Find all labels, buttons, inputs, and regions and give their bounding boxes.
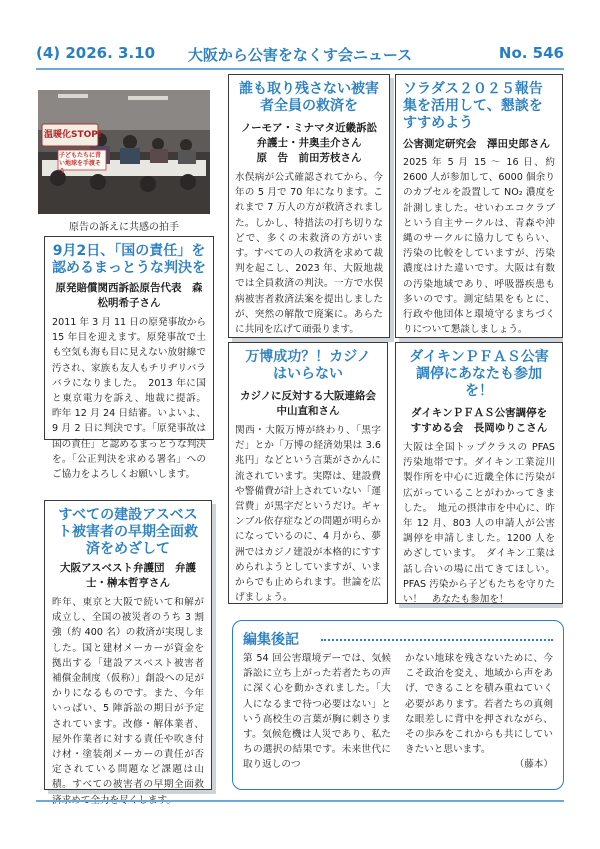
article-asbestos-byline: 大阪アスベスト弁護団 弁護士・榊本哲亨さん bbox=[59, 562, 197, 589]
article-minamata-body: 水俣病が公式確認されてから、今年の 5 月で 70 年になります。これまで 7 万人の方が救済されました。しかし、特措法の打ち切りなどで、多くの未救済の方がいます。すべての人の救済を求めて裁判を起こし、2023 年、大阪地裁では全員救済の判決。一方で水俣病被害者救済法案を提出しましたが、突然の解散で廃案に。あらたに共同を広げて頑張ります。 bbox=[235, 172, 383, 336]
article-soradasu-body: 2025 年 5 月 15 ～ 16 日、約 2600 人が参加して、6000 個余りのカプセルを設置して NO₂ 濃度を計測しました。せいわエコクラブという自主サークルは、青森や沖縄のサークルに協力してもらい、汚染の比較をしていますが、汚染濃度はけた違いです。大阪は有数の汚染地域であり、呼吸器疾患も多いのです。測定結果をもとに、行政や他団体と環境守るまちづくりについて懇談しましょう。 bbox=[403, 157, 555, 336]
article-fukushima-byline: 原発賠償関西訴訟原告代表 森松明希子さん bbox=[55, 282, 203, 309]
footer-rule bbox=[36, 800, 564, 802]
article-fukushima-body: 2011 年 3 月 11 日の原発事故から 15 年目を迎えます。原発事故で土も空気も海も目に見えない放射線で汚され、家族も友人もチリヂリバラバラになりました。 2013 年に国と東京電力を訴え、地裁に提訴。昨年 12 月 24 日結審。いよいよ、9 月 2 日に判決です。「原発事故は国の責任」と認めるまっとうな判決を。「公正判決を求める署名」へのご協力をよろしくお願いします。 bbox=[52, 317, 206, 481]
article-casino-byline-1: カジノに反対する大阪連絡会 bbox=[239, 390, 377, 402]
header-rule bbox=[36, 68, 564, 70]
newsletter-title: 大阪から公害をなくす会ニュース bbox=[187, 46, 413, 64]
editorial-box bbox=[232, 620, 564, 790]
editorial-column-2 bbox=[405, 651, 553, 773]
article-asbestos bbox=[44, 500, 212, 790]
article-casino-byline-2: 中山直和さん bbox=[276, 405, 340, 417]
issue-date: (4) 2026. 3.10 bbox=[36, 44, 156, 62]
article-minamata-byline-2: 弁護士・井奥圭介さん bbox=[256, 137, 362, 149]
article-soradasu-byline: 公害測定研究会 澤田史郎さん bbox=[403, 138, 550, 150]
article-minamata-byline-3: 原 告 前田芳枝さん bbox=[256, 152, 362, 164]
article-asbestos-title: すべての建設アスベスト被害者の早期全面救済をめざして bbox=[58, 507, 198, 557]
article-casino bbox=[228, 342, 388, 604]
article-fukushima bbox=[44, 236, 214, 481]
banner-text: 温暖化STOP! bbox=[44, 130, 102, 140]
editorial-signature: （藤本） bbox=[514, 759, 553, 771]
editorial-dotted-rule bbox=[321, 639, 553, 641]
article-pfas-body: 大阪は全国トップクラスの PFAS 汚染地帯です。ダイキン工業淀川製作所を中心に近畿全体に汚染が広がっていることがわかってきました。 地元の摂津市を中心に、昨年 12 月、803 人の申請人が公害調停を申請しました。1200 人をめざしています。 ダイキン工業は話し合いの場に出てきてほしい。PFAS 汚染から子どもたちを守りたい！ あなたも参加を！ bbox=[403, 442, 555, 606]
article-pfas-byline-1: ダイキンＰＦＡＳ公害調停を bbox=[410, 407, 548, 419]
article-fukushima-title: 9月2日、「国の責任」を認めるまっとうな判決を bbox=[52, 243, 206, 276]
editorial-column-1: 第 54 回公害環境デーでは、気候訴訟に立ち上がった若者たちの声に深く心を動かされました。「大人になるまで待つ必要はない」という高校生の言葉が胸に刺さります。気候危機は人災であり、私たちの選択の結果です。未来世代に取り返しのつ bbox=[243, 653, 391, 771]
editorial-title: 編集後記 bbox=[243, 629, 303, 649]
article-casino-body: 関西・大阪万博が終わり、「黒字だ」とか「万博の経済効果は 3.6 兆円」などという言葉がさかんに流されています。実際は、建設費や警備費が計上されていない「運営費」が黒字だというだけ。ギャンブル依存症などの問題が明らかになっているのに、4 月から、夢洲ではカジノ建設が本格的にすすめられようとしていますが、いまからでも止められます。世論を広げましょう。 bbox=[235, 425, 381, 604]
article-minamata bbox=[228, 74, 390, 338]
article-asbestos-body: 昨年、東京と大阪で続いて和解が成立し、全国の被災者のうち 3 割強（約 400 名）の救済が実現しました。国と建材メーカーが資金を拠出する「建設アスベスト被害者補償金制度（仮称）」創設への足がかりになるものです。また、今年いっぱい、5 陣訴訟の期日が予定されています。改修・解体業者、屋外作業者に対する責任や吹き付け材・塗装剤メーカーの責任が否定されている問題など課題は山積。すべての被害者の早期全面救 bbox=[52, 597, 204, 791]
editorial-columns bbox=[243, 651, 553, 773]
article-soradasu bbox=[395, 74, 563, 338]
article-soradasu-title: ソラダス２０２５報告集を活用して、懇談をすすめよう bbox=[403, 81, 543, 131]
editorial-header bbox=[243, 629, 553, 649]
issue-number: No. 546 bbox=[498, 44, 564, 62]
article-pfas-byline-2: すすめる会 長岡ゆりこさん bbox=[410, 422, 548, 434]
page-header bbox=[36, 40, 564, 70]
article-pfas-title: ダイキンＰＦＡＳ公害調停にあなたも参加を！ bbox=[409, 349, 549, 399]
sign-text: 子どもたちに青い地球を手渡そう bbox=[59, 152, 102, 175]
article-minamata-title: 誰も取り残さない被害者全員の救済を bbox=[239, 81, 379, 114]
article-minamata-byline-1: ノーモア・ミナマタ近畿訴訟 bbox=[240, 122, 378, 134]
rally-photo bbox=[38, 90, 210, 214]
article-pfas bbox=[395, 342, 563, 604]
editorial-column-2-text: かない地球を残さないために、今こそ政治を変え、地域から声をあげ、できることを積み重ねていく必要があります。若者たちの真剣な眼差しに背中を押されながら、その歩みをこれからも共にしていきたいと思います。 bbox=[405, 653, 553, 756]
photo-caption: 原告の訴えに共感の拍手 bbox=[69, 222, 179, 233]
article-casino-title: 万博成功？！カジノはいらない bbox=[245, 349, 371, 382]
